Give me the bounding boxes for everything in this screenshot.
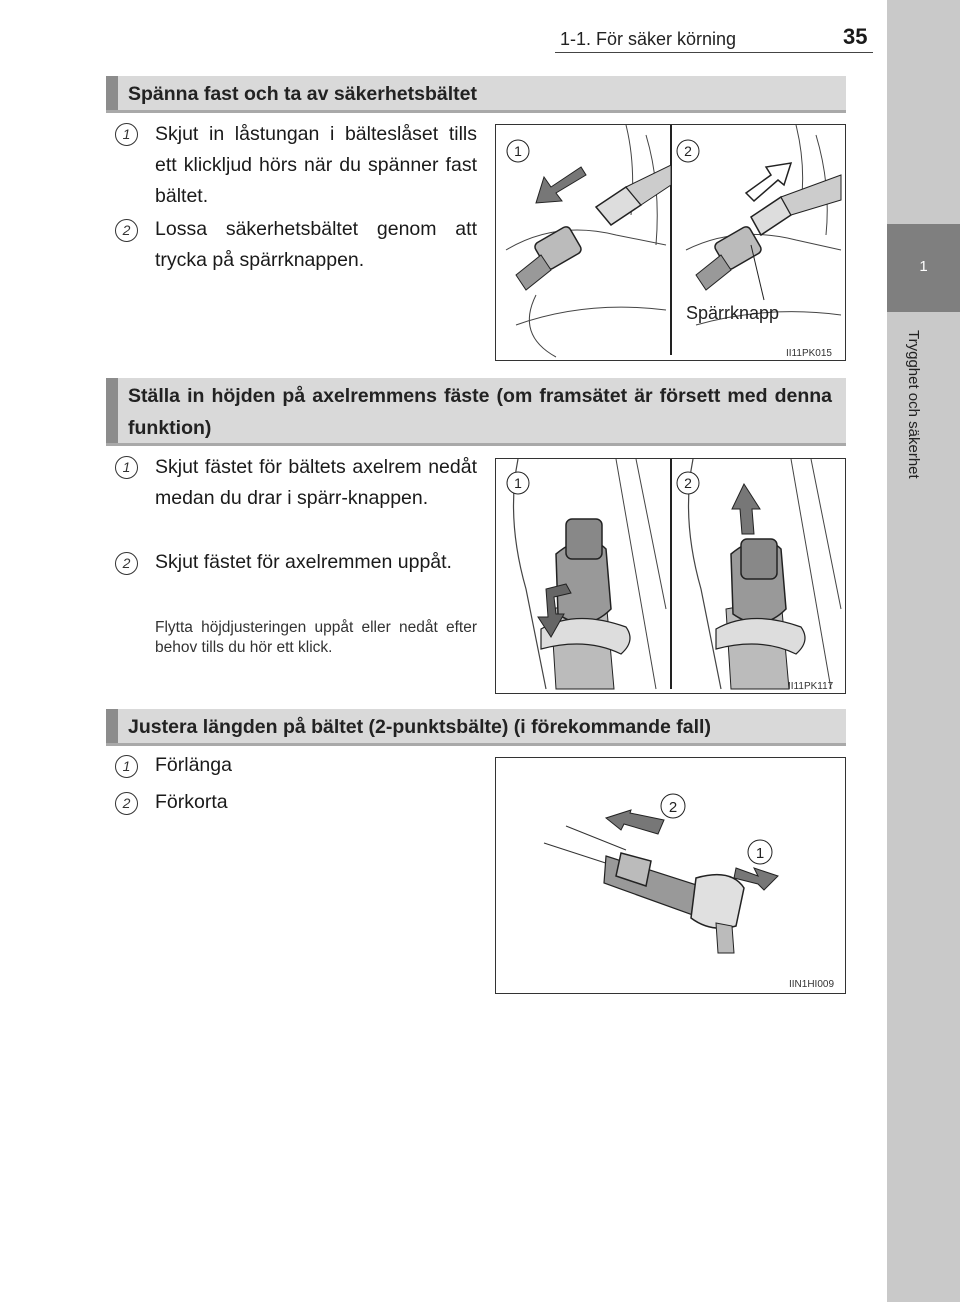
step-badge: 2 [115,219,138,242]
chapter-title [905,330,931,570]
step-badge: 1 [115,456,138,479]
section-heading-text: Ställa in höjden på axelremmens fäste (om framsätet är försett med denna funktion) [128,385,832,439]
step-note: Flytta höjdjusteringen uppåt eller nedåt efter behov tills du hör ett klick. [155,619,477,656]
figure-callout: 2 [684,475,692,491]
step-badge: 2 [115,792,138,815]
figure-code: II11PK117 [788,681,834,692]
step-badge: 1 [115,123,138,146]
section-heading-buckle [106,76,846,113]
step-text: Förlänga [155,754,232,776]
step-text: Skjut in låstungan i bälteslåset tills ett klickljud hörs när du spänner fast bältet. [155,123,477,207]
step-text: Skjut fästet för axelremmen uppåt. [155,551,452,573]
section-heading-text: Spänna fast och ta av säkerhetsbältet [128,83,477,105]
anchor-illustration [496,459,845,693]
figure-callout: 1 [755,845,765,862]
step-text: Skjut fästet för bältets axelrem nedåt medan du drar i spärr-knappen. [155,456,477,509]
section-heading-height-adjust [106,378,846,446]
chapter-title-text: Trygghet och säkerhet [905,330,922,479]
section-heading-text: Justera längden på bältet (2-punktsbälte) (i förekommande fall) [128,716,711,738]
step-text: Lossa säkerhetsbältet genom att trycka på spärrknappen. [155,218,477,271]
figure-code: II11PK015 [786,348,832,359]
page-number: 35 [843,24,868,49]
figure-callout: 2 [668,799,678,816]
figure-callout: 1 [514,475,522,491]
step-badge: 1 [115,755,138,778]
buckle-figure [495,124,846,361]
two-point-belt-illustration [496,758,845,993]
figure-callout: 2 [684,143,692,159]
step-badge: 2 [115,552,138,575]
section-heading-length-adjust [106,709,846,746]
chapter-number: 1 [919,258,928,275]
length-adjust-figure [495,757,846,994]
figure-label-release-button: Spärrknapp [686,303,780,323]
step-text: Förkorta [155,791,228,813]
header-rule [555,52,873,53]
buckle-illustration [496,125,845,360]
chapter-sidebar [887,0,960,1302]
height-adjust-figure [495,458,846,694]
running-header: 1-1. För säker körning [560,29,737,49]
figure-callout: 1 [514,143,522,159]
figure-code: IIN1HI009 [789,979,835,990]
